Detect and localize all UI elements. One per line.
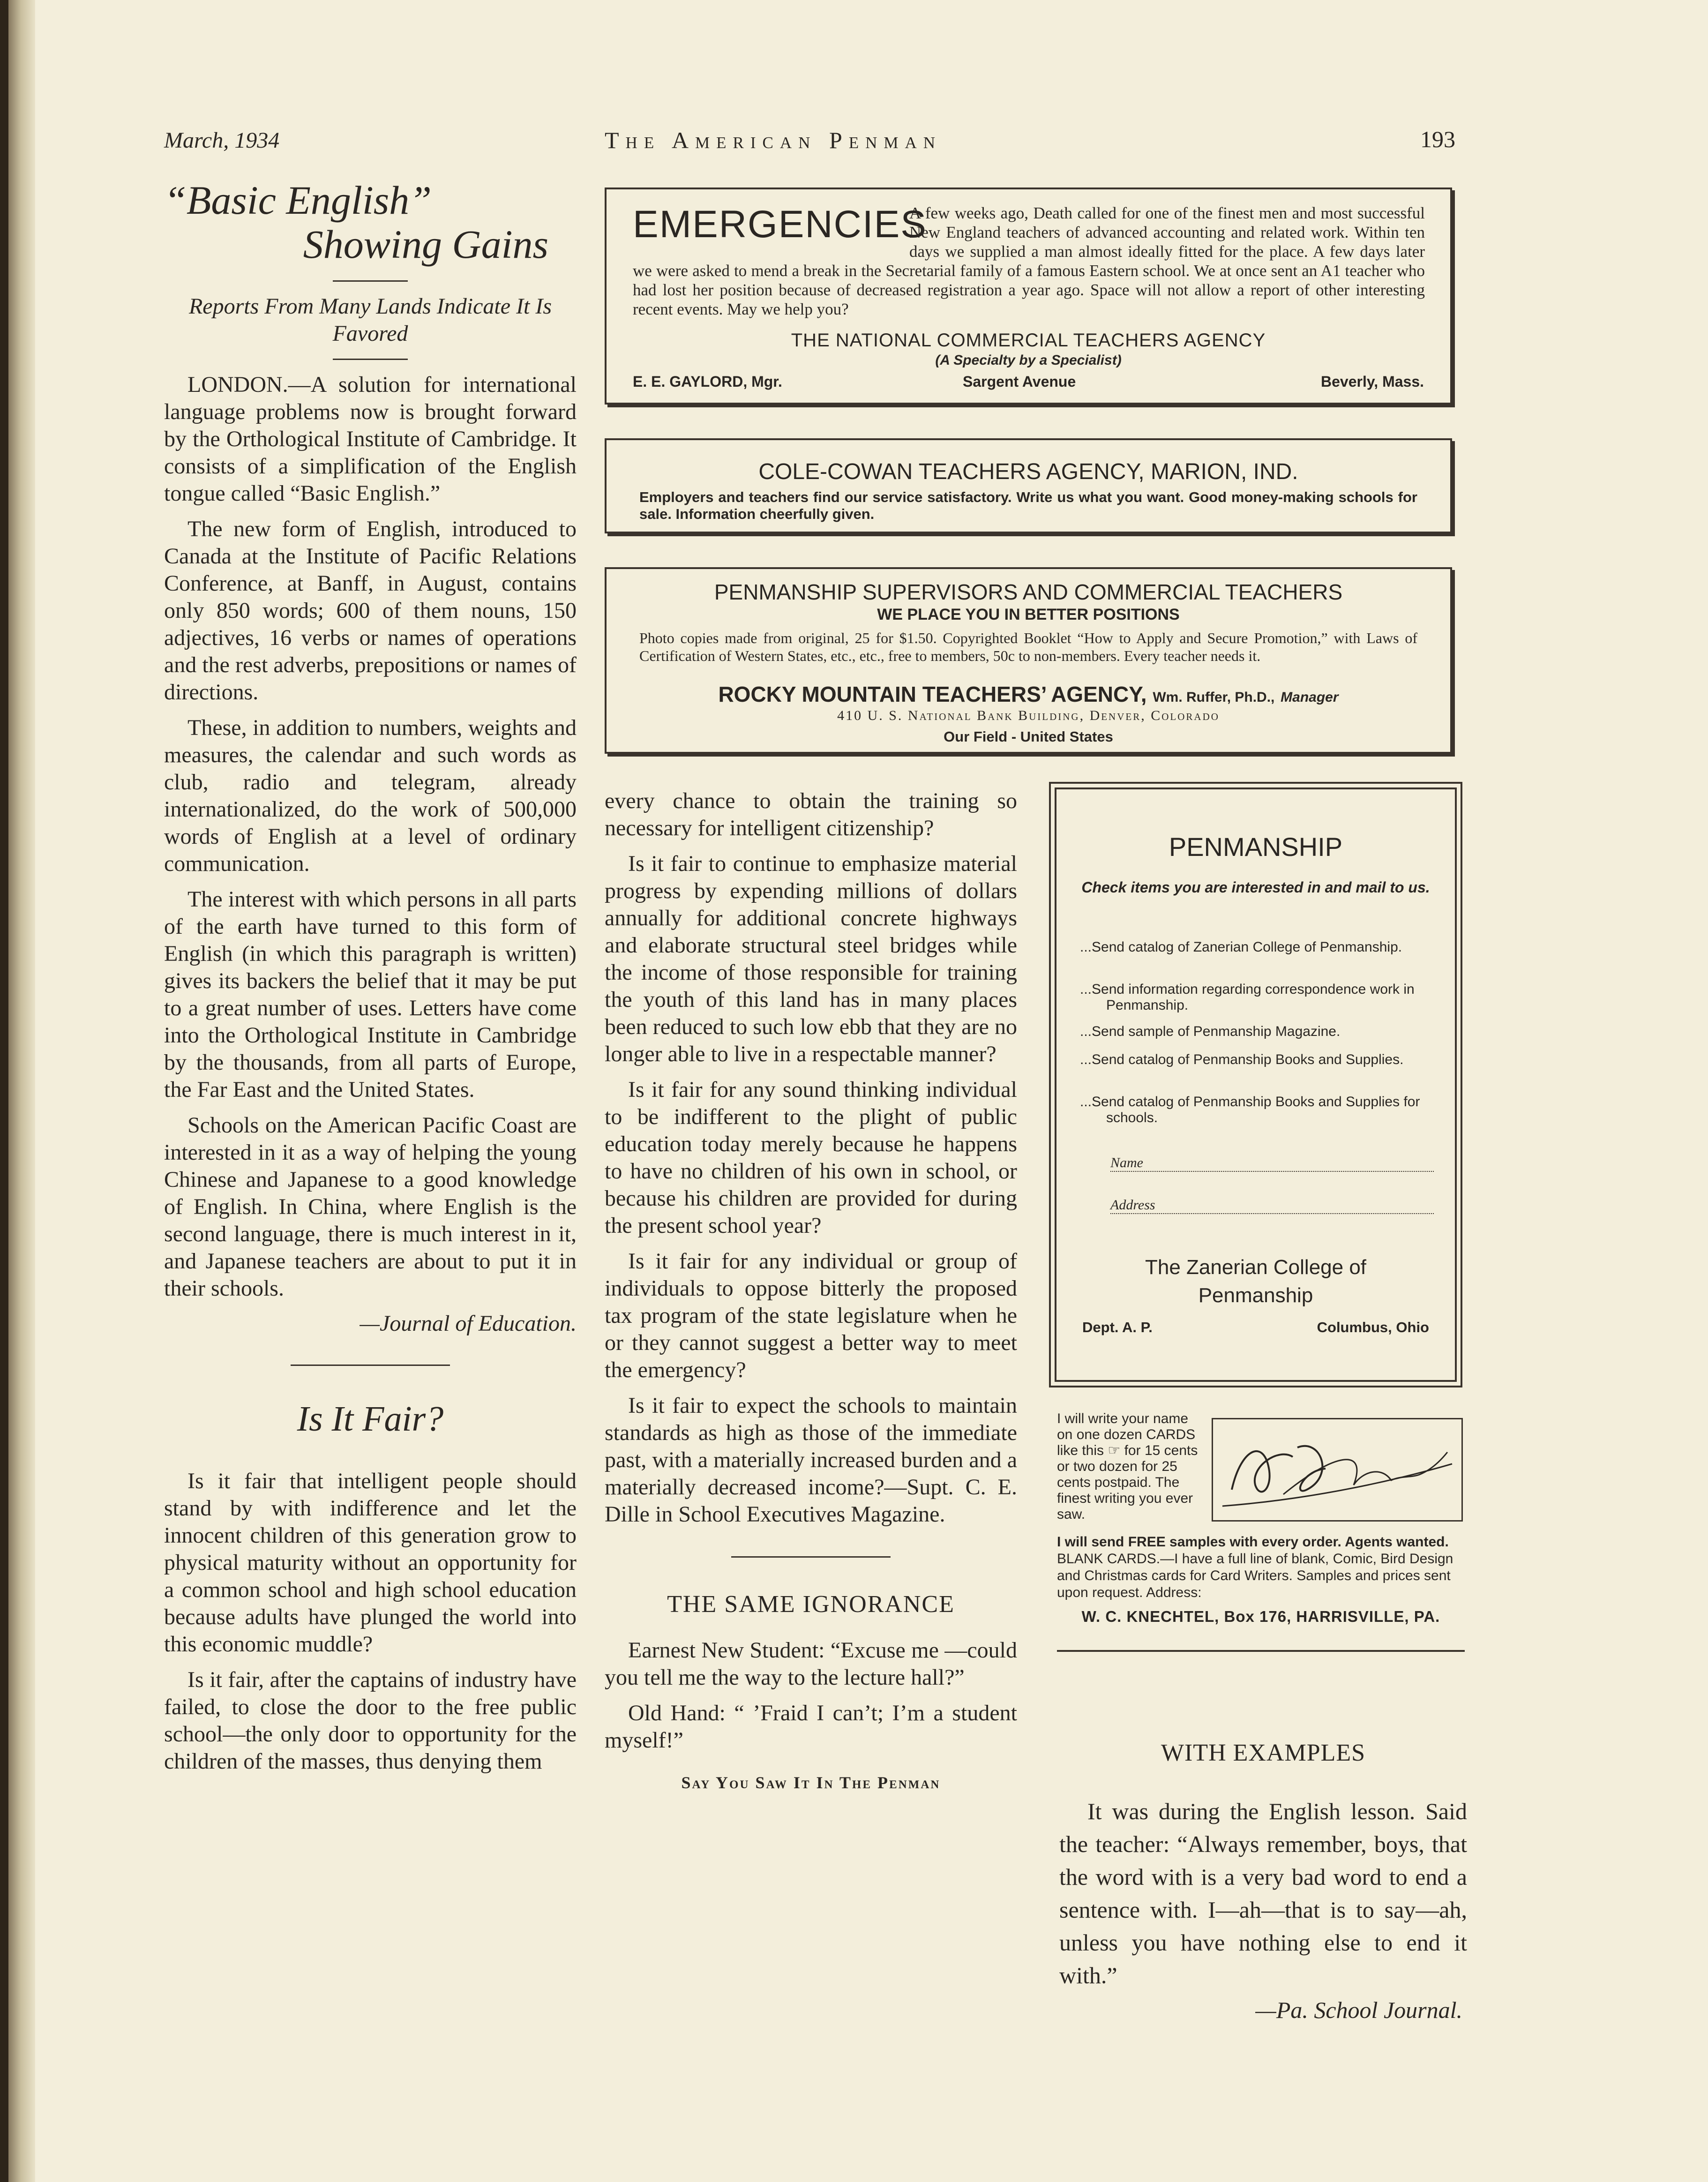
ad-knechtel-blank-cards: BLANK CARDS.—I have a full line of blank, Comic, Bird Design and Christmas cards for Card Writers. Samples and prices sent upon request. Address: bbox=[1057, 1551, 1453, 1600]
ad-knechtel-free: I will send FREE samples with every order. Agents wanted. bbox=[1057, 1534, 1449, 1550]
ad-emergencies-agency: THE NATIONAL COMMERCIAL TEACHERS AGENCY bbox=[791, 330, 1266, 351]
article-basic-paragraph: The interest with which persons in all parts of the earth have turned to this form of English (in which this paragraph is written) gives its backers the belief that it may be put to a great number of uses. Letters have come into the Orthological Institute in Cambridge by the thousands, from all parts of Europe, the Far East and the United States. bbox=[164, 887, 577, 1102]
column-left bbox=[164, 178, 577, 1784]
ad-rocky-subtitle: WE PLACE YOU IN BETTER POSITIONS bbox=[877, 606, 1180, 623]
ad-cole-cowan-title: COLE-COWAN TEACHERS AGENCY, MARION, IND. bbox=[758, 459, 1298, 484]
article-with-paragraph: It was during the English lesson. Said the teacher: “Always remember, boys, that the word with is a very bad word to end a sentence with. I—ah—that is to say—ah, unless you have nothing else to end it with.” bbox=[1059, 1798, 1467, 1988]
ad-rocky-manager: Wm. Ruffer, Ph.D., bbox=[1153, 690, 1275, 705]
coupon-checkbox-item[interactable]: ...Send catalog of Penmanship Books and Supplies for schools. bbox=[1080, 1094, 1420, 1125]
ad-emergencies-city: Beverly, Mass. bbox=[1321, 373, 1424, 390]
ad-emergencies-headline: EMERGENCIES bbox=[633, 203, 927, 246]
ad-emergencies-text: A few weeks ago, Death called for one of the finest men and most successful New England teachers of advanced accounting and related work. Within ten days we supplied a man almost ideally fitted for the place. A few days later we were asked to mend a break in the Secretarial family of a famous Eastern school. We at once sent an A1 teacher who had lost her position because of decreased registration a year ago. Space will not allow a report of other interesting recent events. May we help you? bbox=[633, 204, 1425, 318]
headline-spacer bbox=[633, 203, 909, 246]
page-spine-edge bbox=[0, 0, 8, 2182]
ad-cole-cowan-text: Employers and teachers find our service satisfactory. Write us what you want. Good money-making schools for sale. Information cheerfully given. bbox=[639, 489, 1417, 522]
article-fair-paragraph: every chance to obtain the training so necessary for intelligent citizenship? bbox=[605, 788, 1017, 840]
running-head-title: The American Penman bbox=[605, 127, 942, 153]
signature-image bbox=[1212, 1418, 1463, 1522]
column-middle bbox=[605, 787, 1017, 1792]
article-basic-paragraph: Schools on the American Pacific Coast are interested in it as a way of helping the young Chinese and Japanese to a good knowledge of English. In China, where English is the second language, there is much interest in it, and Japanese teachers are about to put it in their schools. bbox=[164, 1113, 577, 1301]
article-basic-subtitle: Reports From Many Lands Indicate It Is Favored bbox=[188, 294, 552, 346]
ad-rocky-manager-title: Manager bbox=[1281, 690, 1339, 705]
article-basic-paragraph: The new form of English, introduced to Canada at the Institute of Pacific Relations Conference, at Banff, in August, contains only 850 words; 600 of them nouns, 150 adjectives, 16 verbs or names of operations and the rest adverbs, prepositions or names of directions. bbox=[164, 517, 577, 705]
ad-zanerian-title: PENMANSHIP bbox=[1169, 832, 1343, 862]
signature-icon bbox=[1213, 1419, 1461, 1520]
ad-zanerian-dept: Dept. A. P. bbox=[1082, 1319, 1153, 1335]
ad-zanerian-college-line1: The Zanerian College of bbox=[1145, 1256, 1367, 1279]
ad-zanerian-coupon bbox=[1055, 787, 1457, 1382]
ad-rocky-agency: ROCKY MOUNTAIN TEACHERS’ AGENCY, bbox=[718, 682, 1147, 706]
ad-cole-cowan bbox=[605, 438, 1452, 533]
footer-say-you-saw: Say You Saw It In The Penman bbox=[681, 1773, 941, 1792]
article-fair-paragraph: Is it fair to expect the schools to maintain standards as high as those of the immediate past, with a materially increased burden and a materially decreased income?—Supt. C. E. Dille in School Executives Magazine. bbox=[605, 1393, 1017, 1527]
article-basic-title-line2: Showing Gains bbox=[303, 222, 548, 267]
ad-rocky-field: Our Field - United States bbox=[944, 728, 1113, 745]
column-right bbox=[1059, 1739, 1467, 2024]
article-fair-paragraph: Is it fair that intelligent people should stand by with indifference and let the innocent children of this generation grow to physical maturity without an opportunity for a common school and high school education because adults have plunged the world into this economic muddle? bbox=[164, 1469, 577, 1657]
ad-emergencies-body bbox=[633, 203, 1425, 319]
ad-rocky-agency-line bbox=[607, 682, 1450, 707]
article-fair-paragraph: Is it fair for any sound thinking individual to be indifferent to the plight of public education today merely because he happens to have no children of his own in school, or because his children are provided for during the present school year? bbox=[605, 1077, 1017, 1238]
coupon-checkbox-item[interactable]: ...Send sample of Penmanship Magazine. bbox=[1080, 1024, 1341, 1039]
coupon-checkbox-item[interactable]: ...Send information regarding correspondence work in Penmanship. bbox=[1080, 982, 1415, 1013]
page-number: 193 bbox=[1420, 126, 1455, 152]
coupon-name-field[interactable]: Name bbox=[1110, 1155, 1434, 1172]
article-basic-citation: —Journal of Education. bbox=[360, 1311, 577, 1336]
ad-knechtel-text: I will write your name on one dozen CARDS like this ☞ for 15 cents or two dozen for 25 cents postpaid. The finest writing you ever saw. bbox=[1057, 1411, 1198, 1522]
article-basic-title-line1: “Basic English” bbox=[164, 178, 432, 223]
ad-zanerian-city: Columbus, Ohio bbox=[1317, 1319, 1429, 1335]
divider bbox=[1057, 1650, 1465, 1652]
ad-knechtel-address: W. C. KNECHTEL, Box 176, HARRISVILLE, PA. bbox=[1081, 1608, 1440, 1625]
ad-rocky-title: PENMANSHIP SUPERVISORS AND COMMERCIAL TEACHERS bbox=[714, 580, 1343, 604]
ad-rocky-text: Photo copies made from original, 25 for $1.50. Copyrighted Booklet “How to Apply and Secure Promotion,” with Laws of Certification of Western States, etc., etc., free to members, 50c to non-members. Every teacher needs it. bbox=[639, 630, 1417, 664]
article-fair-paragraph: Is it fair for any individual or group of individuals to oppose bitterly the proposed tax program of the state legislature when he or they cannot suggest a better way to meet the emergency? bbox=[605, 1249, 1017, 1382]
article-basic-paragraph: These, in addition to numbers, weights and measures, the calendar and such words as club, radio and telegram, already internationalized, do the work of 500,000 words of English at a level of ordinary communication. bbox=[164, 715, 577, 876]
ad-emergencies-manager: E. E. GAYLORD, Mgr. bbox=[633, 373, 782, 390]
ad-emergencies-street: Sargent Avenue bbox=[963, 373, 1076, 390]
article-with-title: WITH EXAMPLES bbox=[1161, 1740, 1366, 1766]
ad-rocky-mountain bbox=[605, 567, 1452, 754]
article-basic-paragraph: LONDON.—A solution for international language problems now is brought forward by the Orthological Institute of Cambridge. It consists of a simplification of the English tongue called “Basic English.” bbox=[164, 372, 577, 506]
divider bbox=[333, 359, 408, 360]
ad-emergencies bbox=[605, 187, 1452, 405]
article-same-paragraph: Earnest New Student: “Excuse me —could you tell me the way to the lecture hall?” bbox=[605, 1638, 1017, 1690]
ad-knechtel-details bbox=[1057, 1534, 1465, 1601]
article-fair-paragraph: Is it fair, after the captains of industry have failed, to close the door to the free public school—the only door to opportunity for the children of the masses, thus denying them bbox=[164, 1667, 577, 1774]
running-head-date: March, 1934 bbox=[164, 128, 280, 153]
divider bbox=[731, 1556, 891, 1558]
article-fair-title: Is It Fair? bbox=[297, 1399, 444, 1439]
ad-zanerian-college bbox=[1056, 1253, 1455, 1310]
article-same-paragraph: Old Hand: “ ’Fraid I can’t; I’m a student myself!” bbox=[605, 1701, 1017, 1753]
ad-zanerian-instruction: Check items you are interested in and mail to us. bbox=[1081, 879, 1430, 896]
divider bbox=[291, 1365, 450, 1366]
ad-knechtel bbox=[1057, 1411, 1465, 1673]
article-same-title: THE SAME IGNORANCE bbox=[667, 1591, 955, 1618]
ad-rocky-address: 410 U. S. National Bank Building, Denver, Colorado bbox=[837, 708, 1220, 723]
divider bbox=[333, 280, 408, 282]
article-with-citation: —Pa. School Journal. bbox=[1255, 1997, 1462, 2023]
coupon-checkbox-item[interactable]: ...Send catalog of Zanerian College of Penmanship. bbox=[1080, 939, 1402, 955]
coupon-checkbox-item[interactable]: ...Send catalog of Penmanship Books and Supplies. bbox=[1080, 1052, 1404, 1067]
coupon-address-field[interactable]: Address bbox=[1110, 1197, 1434, 1214]
ad-emergencies-specialty: (A Specialty by a Specialist) bbox=[935, 352, 1122, 368]
ad-zanerian-college-line2: Penmanship bbox=[1198, 1284, 1313, 1307]
article-fair-paragraph: Is it fair to continue to emphasize material progress by expending millions of dollars annually for additional concrete highways and elaborate structural steel bridges while the income of those responsible for training the youth of this land has in many places been reduced to such low ebb that they are no longer able to live in a respectable manner? bbox=[605, 851, 1017, 1066]
